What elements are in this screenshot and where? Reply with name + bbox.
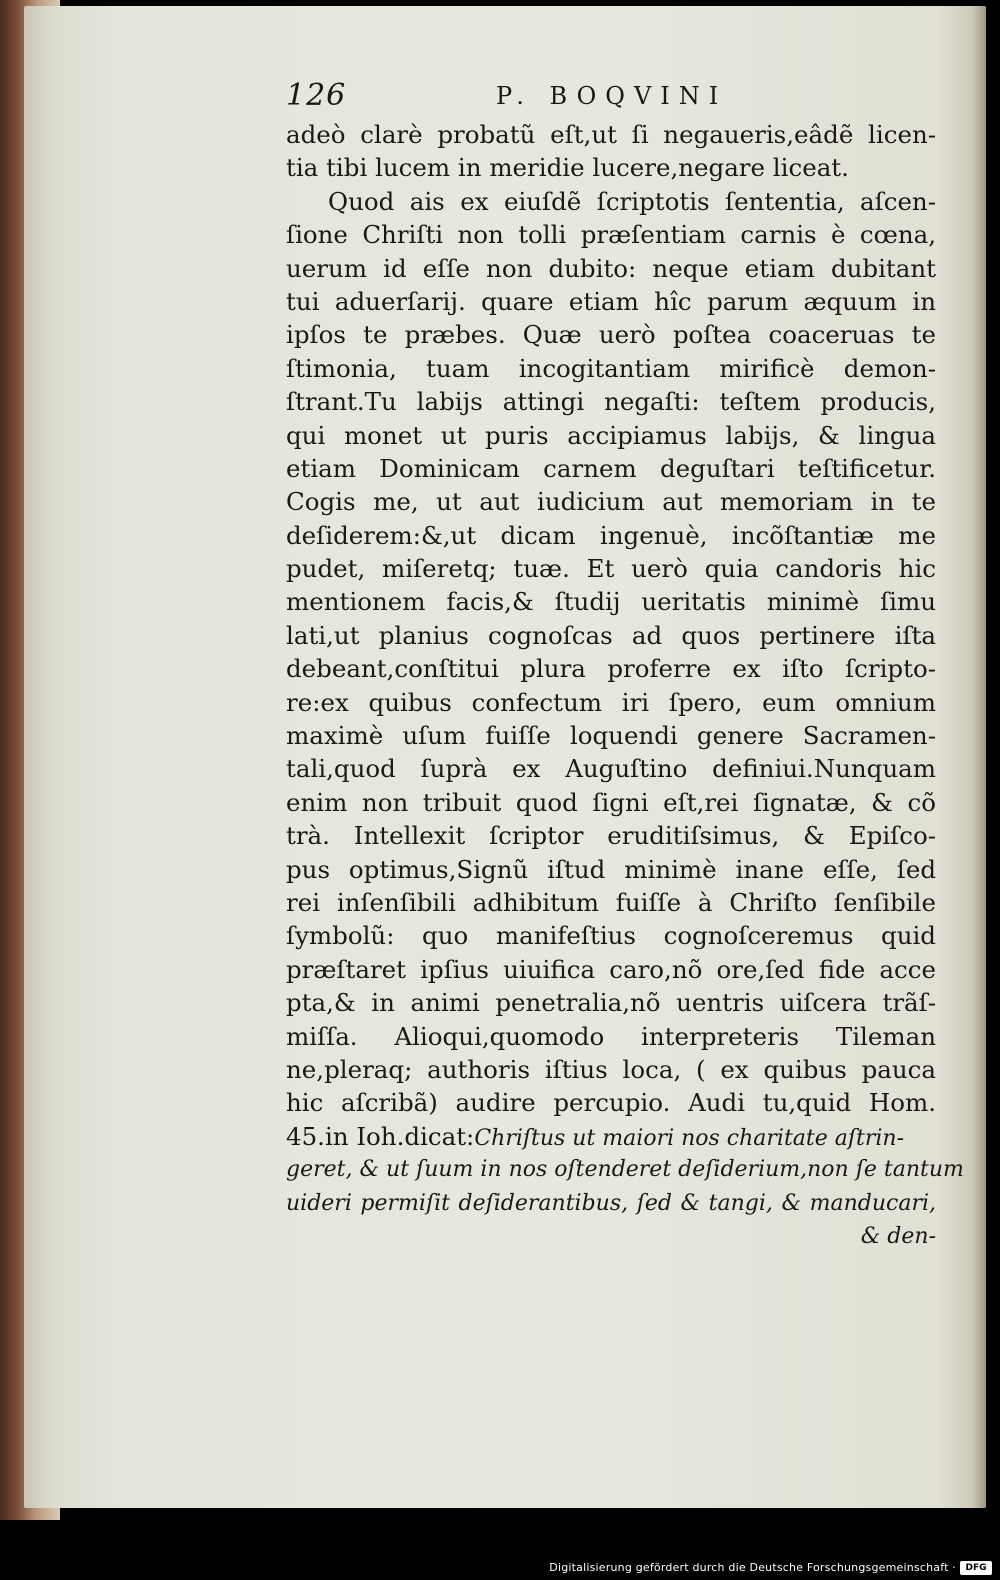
text-line: ſymbolũ: quo manifeſtius cognoſceremus quid bbox=[286, 921, 936, 951]
text-line: tui aduerſarij. quare etiam hîc parum æquum in bbox=[286, 286, 936, 316]
text-line: ne,pleraq; authoris iſtius loca, ( ex quibus pauca bbox=[286, 1054, 936, 1084]
text-line: Quod ais ex eiuſdẽ ſcriptotis ſententia, aſcen- bbox=[328, 186, 936, 216]
text-line: ipſos te præbes. Quæ uerò poſtea coaceruas te bbox=[286, 320, 936, 350]
text-line: etiam Dominicam carnem deguſtari teſtificetur. bbox=[286, 453, 936, 483]
digitization-note: Digitalisierung gefördert durch die Deutsche Forschungsgemeinschaft · bbox=[549, 1561, 956, 1574]
footer-bar bbox=[0, 1520, 1000, 1580]
text-line: tia tibi lucem in meridie lucere,negare liceat. bbox=[286, 153, 849, 183]
text-line: tali,quod ſuprà ex Auguſtino definiui.Nunquam bbox=[286, 754, 936, 784]
italic-text-line: uideri permiſit deſiderantibus, ſed & tangi, & manducari, bbox=[286, 1190, 936, 1216]
text-line: lati,ut planius cognoſcas ad quos pertinere iſta bbox=[286, 620, 936, 650]
text-line: adeò clarè probatũ eſt,ut ſi negaueris,eâdẽ licen- bbox=[286, 120, 936, 149]
text-line: pudet, miſeretq; tuæ. Et uerò quia candoris hic bbox=[286, 554, 936, 584]
text-line: trà. Intellexit ſcriptor eruditiſsimus, & Epiſco- bbox=[286, 821, 936, 851]
text-line: hic aſcribã) audire percupio. Audi tu,quid Hom. bbox=[286, 1088, 936, 1118]
text-line: mentionem facis,& ſtudij ueritatis minimè ſimu bbox=[286, 587, 936, 617]
body-text bbox=[286, 118, 964, 1253]
text-line: ſione Chriſti non tolli præſentiam carnis è cœna, bbox=[286, 220, 936, 250]
text-line: rei inſenſibili adhibitum fuiſſe à Chriſto ſenſibile bbox=[286, 887, 936, 917]
text-line: debeant,conſtitui plura proferre ex iſto ſcripto- bbox=[286, 654, 936, 684]
text-line: pta,& in animi penetralia,nõ uentris uiſcera trãſ- bbox=[286, 988, 936, 1018]
text-line: præſtaret ipſius uiuifica caro,nõ ore,ſed fide acce bbox=[286, 954, 936, 984]
text-line: Cogis me, ut aut iudicium aut memoriam in te bbox=[286, 487, 936, 517]
text-line: deſiderem:&,ut dicam ingenuè, incõſtantiæ me bbox=[286, 520, 936, 550]
text-line: ſtrant.Tu labijs attingi negaſti: teſtem producis, bbox=[286, 387, 936, 417]
dfg-logo: DFG bbox=[960, 1561, 992, 1575]
text-line: uerum id eſſe non dubito: neque etiam dubitant bbox=[286, 253, 936, 283]
text-line: pus optimus,Signũ iſtud minimè inane eſſe, ſed bbox=[286, 854, 936, 884]
text-line-mixed bbox=[286, 1120, 936, 1153]
text-line: miſſa. Alioqui,quomodo interpreteris Tileman bbox=[286, 1021, 936, 1051]
italic-text-line: geret, & ut ſuum in nos oſtenderet deſiderium,non ſe tantum bbox=[286, 1157, 964, 1183]
text-line: enim non tribuit quod ſigni eſt,rei ſignatæ, & cõ bbox=[286, 787, 936, 817]
text-line: qui monet ut puris accipiamus labijs, & lingua bbox=[286, 420, 936, 450]
text-run: 45.in Ioh.dicat: bbox=[286, 1121, 475, 1151]
page-number: 126 bbox=[286, 78, 347, 113]
catchword: & den- bbox=[860, 1223, 936, 1249]
page-edge-shadow bbox=[972, 6, 986, 1508]
italic-text-run: Chriſtus ut maiori nos charitate aſtrin- bbox=[474, 1125, 905, 1151]
page-header bbox=[286, 78, 926, 118]
running-head: P. BOQVINI bbox=[496, 82, 728, 110]
text-line: maximè uſum fuiſſe loquendi genere Sacramen- bbox=[286, 721, 936, 751]
text-line: re:ex quibus confectum iri ſpero, eum omnium bbox=[286, 687, 936, 717]
text-line: ſtimonia, tuam incogitantiam mirificè demon- bbox=[286, 353, 936, 383]
